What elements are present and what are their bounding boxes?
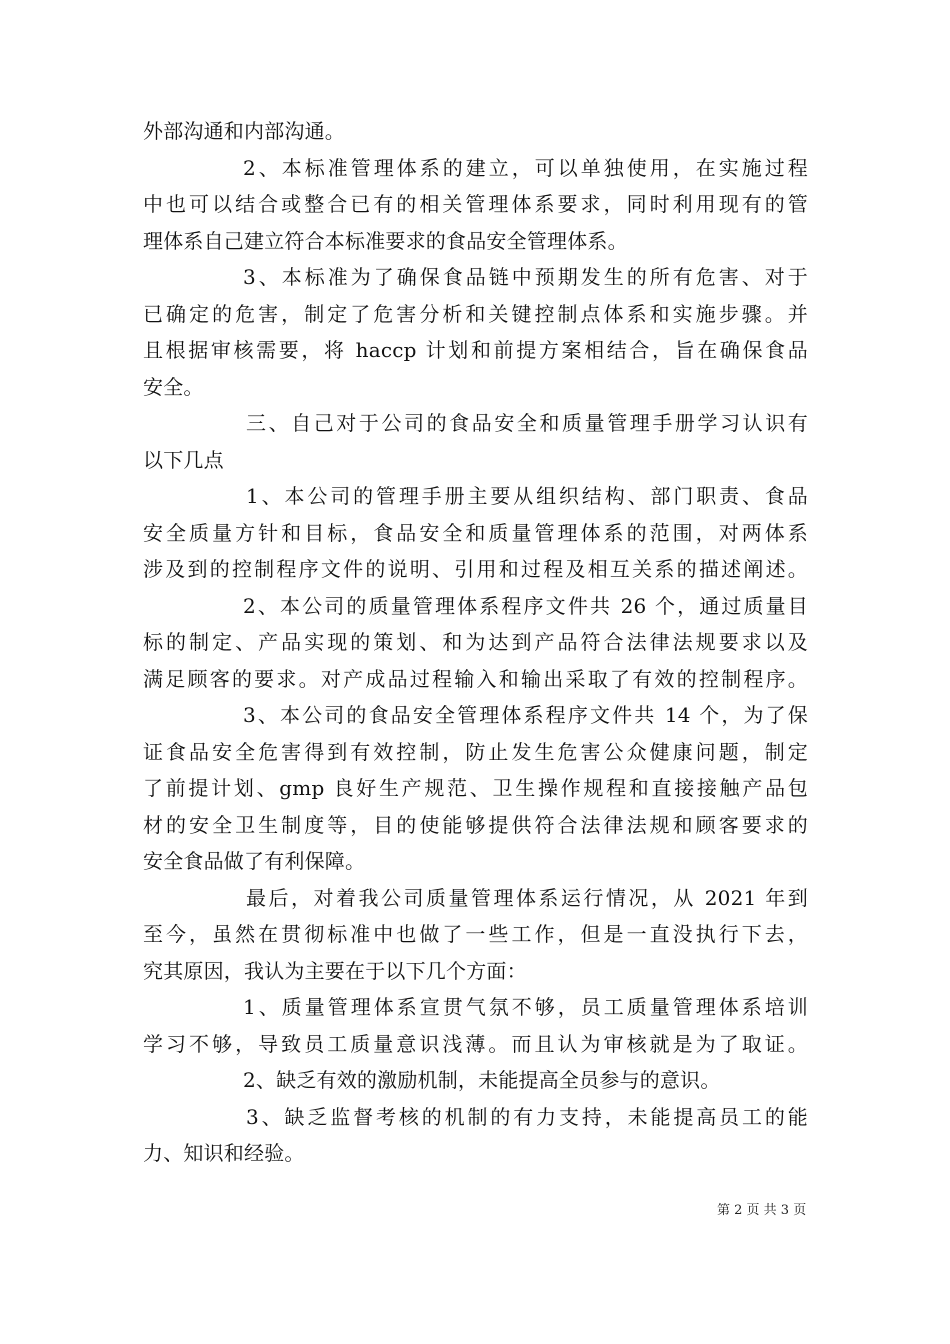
paragraph-line: 2、本公司的质量管理体系程序文件共 26 个，通过质量目 <box>243 593 808 618</box>
paragraph-line: 1、质量管理体系宣贯气氛不够，员工质量管理体系培训 <box>243 995 808 1019</box>
paragraph-line: 力、知识和经验。 <box>143 1141 305 1165</box>
paragraph-line: 涉及到的控制程序文件的说明、引用和过程及相互关系的描述阐述。 <box>143 557 808 581</box>
paragraph-line: 3、本公司的食品安全管理体系程序文件共 14 个，为了保 <box>243 703 808 727</box>
page-number-footer: 第 2 页 共 3 页 <box>717 1203 807 1218</box>
paragraph-line: 已确定的危害，制定了危害分析和关键控制点体系和实施步骤。并 <box>143 301 808 326</box>
paragraph-line: 中也可以结合或整合已有的相关管理体系要求，同时利用现有的管 <box>143 192 808 216</box>
paragraph-line: 理体系自己建立符合本标准要求的食品安全管理体系。 <box>143 228 628 253</box>
paragraph-line: 学习不够，导致员工质量意识浅薄。而且认为审核就是为了取证。 <box>143 1031 808 1056</box>
section-heading-line: 以下几点 <box>143 447 224 472</box>
paragraph-line: 2、本标准管理体系的建立，可以单独使用，在实施过程 <box>243 155 808 180</box>
paragraph-line: 安全食品做了有利保障。 <box>143 849 366 873</box>
paragraph-line: 标的制定、产品实现的策划、和为达到产品符合法律法规要求以及 <box>143 630 808 654</box>
paragraph-line: 安全。 <box>143 374 204 399</box>
paragraph-line: 证食品安全危害得到有效控制，防止发生危害公众健康问题，制定 <box>143 739 808 764</box>
paragraph-line: 安全质量方针和目标，食品安全和质量管理体系的范围，对两体系 <box>143 520 808 545</box>
paragraph-line: 满足顾客的要求。对产成品过程输入和输出采取了有效的控制程序。 <box>143 666 808 691</box>
paragraph-line: 3、本标准为了确保食品链中预期发生的所有危害、对于 <box>243 265 808 289</box>
paragraph-line: 了前提计划、gmp 良好生产规范、卫生操作规程和直接接触产品包 <box>143 776 808 800</box>
section-heading-line: 三、自己对于公司的食品安全和质量管理手册学习认识有 <box>246 411 808 435</box>
paragraph-line: 且根据审核需要，将 haccp 计划和前提方案相结合，旨在确保食品 <box>143 338 808 362</box>
paragraph-line: 2、缺乏有效的激励机制，未能提高全员参与的意识。 <box>243 1068 721 1092</box>
paragraph-line: 最后，对着我公司质量管理体系运行情况，从 2021 年到 <box>246 885 808 910</box>
paragraph-line: 至今，虽然在贯彻标准中也做了一些工作，但是一直没执行下去， <box>143 922 808 946</box>
paragraph-line: 究其原因，我认为主要在于以下几个方面： <box>143 958 527 983</box>
paragraph-line: 外部沟通和内部沟通。 <box>143 119 345 143</box>
paragraph-line: 3、缺乏监督考核的机制的有力支持，未能提高员工的能 <box>246 1104 808 1129</box>
paragraph-line: 1、本公司的管理手册主要从组织结构、部门职责、食品 <box>246 484 808 508</box>
document-body <box>143 113 808 1172</box>
paragraph-line: 材的安全卫生制度等，目的使能够提供符合法律法规和顾客要求的 <box>143 812 808 837</box>
